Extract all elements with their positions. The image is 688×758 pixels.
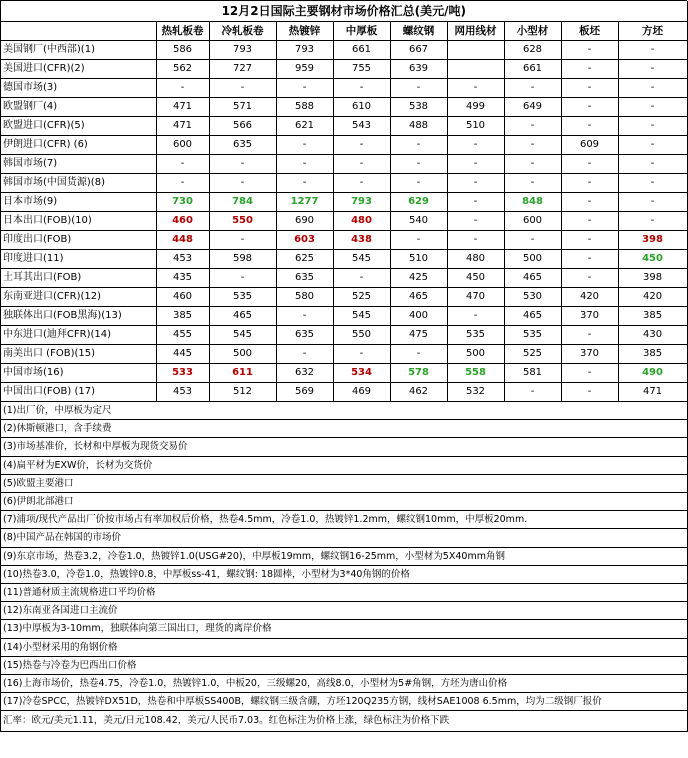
price-cell: - (209, 155, 276, 174)
price-cell: 609 (561, 136, 618, 155)
price-cell: - (504, 136, 561, 155)
price-cell (447, 41, 504, 60)
note-row (1, 638, 687, 656)
price-cell: 460 (156, 212, 209, 231)
footnote: (14)小型材采用的角钢价格 (1, 638, 687, 656)
price-cell: - (561, 212, 618, 231)
price-cell: 480 (333, 212, 390, 231)
price-cell: 603 (276, 231, 333, 250)
price-cell: 628 (504, 41, 561, 60)
price-cell: - (561, 117, 618, 136)
price-cell: 400 (390, 307, 447, 326)
note-row (1, 693, 687, 711)
price-cell: 465 (390, 288, 447, 307)
price-cell: 600 (504, 212, 561, 231)
price-cell: - (209, 79, 276, 98)
price-cell: - (561, 231, 618, 250)
price-cell: 535 (447, 326, 504, 345)
note-row (1, 438, 687, 456)
price-cell: - (561, 41, 618, 60)
price-cell: 500 (504, 250, 561, 269)
price-cell: 580 (276, 288, 333, 307)
market-name-cell: 德国市场(3) (1, 79, 156, 98)
price-cell: - (333, 155, 390, 174)
price-cell: 727 (209, 60, 276, 79)
price-cell: 370 (561, 345, 618, 364)
price-cell: - (618, 174, 687, 193)
table-row (1, 174, 687, 193)
note-row (1, 474, 687, 492)
footnote: (2)休斯顿港口，含手续费 (1, 420, 687, 438)
price-cell: 661 (333, 41, 390, 60)
price-cell: 533 (156, 364, 209, 383)
price-cell: - (390, 155, 447, 174)
price-cell: 667 (390, 41, 447, 60)
note-row (1, 493, 687, 511)
price-cell: 490 (618, 364, 687, 383)
market-name-cell: 日本市场(9) (1, 193, 156, 212)
table-row (1, 364, 687, 383)
price-cell: 488 (390, 117, 447, 136)
header-corner-cell (1, 22, 156, 41)
price-cell: 538 (390, 98, 447, 117)
price-cell: 460 (156, 288, 209, 307)
price-cell: 471 (618, 383, 687, 402)
price-cell: - (333, 136, 390, 155)
price-cell: 534 (333, 364, 390, 383)
table-row (1, 288, 687, 307)
note-row (1, 675, 687, 693)
note-row (1, 620, 687, 638)
price-cell: - (561, 364, 618, 383)
price-cell: 1277 (276, 193, 333, 212)
price-cell: 470 (447, 288, 504, 307)
price-cell: - (618, 117, 687, 136)
price-cell: - (504, 231, 561, 250)
header-row (1, 22, 687, 41)
price-cell: 558 (447, 364, 504, 383)
price-cell: - (156, 174, 209, 193)
price-cell: 420 (561, 288, 618, 307)
price-cell: - (618, 60, 687, 79)
price-cell: 545 (209, 326, 276, 345)
column-header: 小型材 (504, 22, 561, 41)
price-cell: - (561, 269, 618, 288)
market-name-cell: 印度出口(FOB) (1, 231, 156, 250)
price-cell: 578 (390, 364, 447, 383)
price-cell: 535 (504, 326, 561, 345)
market-name-cell: 韩国市场(7) (1, 155, 156, 174)
market-name-cell: 日本出口(FOB)(10) (1, 212, 156, 231)
footnote: (12)东南亚各国进口主流价 (1, 602, 687, 620)
price-cell: 445 (156, 345, 209, 364)
price-cell: 545 (333, 307, 390, 326)
price-cell: - (276, 307, 333, 326)
market-name-cell: 土耳其出口(FOB) (1, 269, 156, 288)
price-cell: - (276, 345, 333, 364)
footnote: (7)浦项/现代产品出厂价按市场占有率加权后价格，热卷4.5mm，冷卷1.0，热镀锌1.2mm，螺纹钢10mm，中厚板20mm. (1, 511, 687, 529)
price-cell: 385 (618, 307, 687, 326)
price-cell: 600 (156, 136, 209, 155)
price-cell: - (390, 79, 447, 98)
price-cell: - (447, 231, 504, 250)
price-cell: 649 (504, 98, 561, 117)
price-table (1, 1, 688, 732)
price-cell: - (276, 136, 333, 155)
price-cell: 629 (390, 193, 447, 212)
note-row (1, 402, 687, 420)
price-cell: 545 (333, 250, 390, 269)
price-cell: 550 (333, 326, 390, 345)
price-cell: - (561, 383, 618, 402)
price-cell: 450 (447, 269, 504, 288)
exchange-rate-row (1, 711, 687, 732)
note-row (1, 420, 687, 438)
price-cell: 610 (333, 98, 390, 117)
price-cell: 959 (276, 60, 333, 79)
price-cell: 569 (276, 383, 333, 402)
footnote: (11)普通材质主流规格进口平均价格 (1, 584, 687, 602)
price-cell: 385 (156, 307, 209, 326)
price-cell: - (447, 136, 504, 155)
price-cell: 543 (333, 117, 390, 136)
price-cell: - (618, 193, 687, 212)
price-cell: 453 (156, 250, 209, 269)
price-cell: - (333, 345, 390, 364)
price-cell: - (504, 155, 561, 174)
price-cell: - (618, 155, 687, 174)
price-cell: 525 (333, 288, 390, 307)
price-cell: 512 (209, 383, 276, 402)
note-row (1, 584, 687, 602)
price-cell: - (561, 193, 618, 212)
price-cell: - (333, 174, 390, 193)
footnote: (8)中国产品在韩国的市场价 (1, 529, 687, 547)
market-name-cell: 南美出口 (FOB)(15) (1, 345, 156, 364)
price-cell: 471 (156, 117, 209, 136)
price-cell: - (447, 307, 504, 326)
table-row (1, 212, 687, 231)
price-cell: - (447, 193, 504, 212)
price-cell: 581 (504, 364, 561, 383)
price-cell: 499 (447, 98, 504, 117)
price-cell: - (618, 41, 687, 60)
price-cell: 469 (333, 383, 390, 402)
price-cell: 525 (504, 345, 561, 364)
table-row (1, 79, 687, 98)
price-cell: - (561, 98, 618, 117)
price-cell: 793 (276, 41, 333, 60)
column-header: 板坯 (561, 22, 618, 41)
price-cell: 438 (333, 231, 390, 250)
price-cell: 465 (209, 307, 276, 326)
price-cell: - (390, 174, 447, 193)
note-row (1, 547, 687, 565)
price-cell: - (561, 79, 618, 98)
price-cell: - (618, 79, 687, 98)
column-header: 热轧板卷 (156, 22, 209, 41)
table-row (1, 307, 687, 326)
market-name-cell: 伊朗进口(CFR) (6) (1, 136, 156, 155)
column-header: 螺纹钢 (390, 22, 447, 41)
column-header: 方坯 (618, 22, 687, 41)
price-cell: 793 (333, 193, 390, 212)
price-cell: - (504, 117, 561, 136)
price-cell: - (447, 212, 504, 231)
note-row (1, 529, 687, 547)
price-cell: - (276, 174, 333, 193)
market-name-cell: 独联体出口(FOB黑海)(13) (1, 307, 156, 326)
price-cell: 398 (618, 269, 687, 288)
price-cell: - (504, 174, 561, 193)
price-cell: - (618, 212, 687, 231)
price-cell: 586 (156, 41, 209, 60)
price-cell: - (276, 155, 333, 174)
price-cell: - (156, 79, 209, 98)
price-cell: 435 (156, 269, 209, 288)
price-cell: - (209, 269, 276, 288)
price-cell: 598 (209, 250, 276, 269)
market-name-cell: 韩国市场(中国货源)(8) (1, 174, 156, 193)
price-cell: 448 (156, 231, 209, 250)
price-cell: 639 (390, 60, 447, 79)
price-cell: 385 (618, 345, 687, 364)
column-header: 网用线材 (447, 22, 504, 41)
market-name-cell: 东南亚进口(CFR)(12) (1, 288, 156, 307)
price-cell: - (333, 269, 390, 288)
price-cell: 690 (276, 212, 333, 231)
price-cell: 430 (618, 326, 687, 345)
price-cell: 550 (209, 212, 276, 231)
market-name-cell: 美国钢厂(中西部)(1) (1, 41, 156, 60)
price-cell: 532 (447, 383, 504, 402)
footnote: (5)欧盟主要港口 (1, 474, 687, 492)
page-title: 12月2日国际主要钢材市场价格汇总(美元/吨) (1, 1, 687, 22)
price-cell: 500 (209, 345, 276, 364)
price-cell: 635 (276, 326, 333, 345)
price-cell: 455 (156, 326, 209, 345)
price-cell: 611 (209, 364, 276, 383)
price-cell: 465 (504, 307, 561, 326)
note-row (1, 511, 687, 529)
price-cell: - (390, 345, 447, 364)
price-cell: 632 (276, 364, 333, 383)
column-header: 中厚板 (333, 22, 390, 41)
footnote: (10)热卷3.0，冷卷1.0，热镀锌0.8，中厚板ss-41，螺纹钢: 18圆棒，小型材为3*40角钢的价格 (1, 565, 687, 583)
price-cell: 462 (390, 383, 447, 402)
price-cell: - (561, 326, 618, 345)
price-cell: - (618, 136, 687, 155)
table-row (1, 41, 687, 60)
price-cell: 571 (209, 98, 276, 117)
price-cell: - (447, 174, 504, 193)
note-row (1, 456, 687, 474)
price-cell: 500 (447, 345, 504, 364)
price-cell: 480 (447, 250, 504, 269)
market-name-cell: 中国市场(16) (1, 364, 156, 383)
footnote: (13)中厚板为3-10mm，独联体向第三国出口，理货的离岸价格 (1, 620, 687, 638)
price-cell: 793 (209, 41, 276, 60)
price-cell: - (209, 174, 276, 193)
price-cell: 635 (209, 136, 276, 155)
price-cell: - (447, 155, 504, 174)
table-row (1, 117, 687, 136)
price-cell: 450 (618, 250, 687, 269)
price-cell: 453 (156, 383, 209, 402)
price-cell: - (561, 60, 618, 79)
price-cell: - (276, 79, 333, 98)
market-name-cell: 中东进口(迪拜CFR)(14) (1, 326, 156, 345)
footnote: (15)热卷与冷卷为巴西出口价格 (1, 656, 687, 674)
title-row (1, 1, 687, 22)
price-cell: 566 (209, 117, 276, 136)
table-row (1, 345, 687, 364)
price-cell: 661 (504, 60, 561, 79)
table-row (1, 383, 687, 402)
price-cell: 510 (390, 250, 447, 269)
note-row (1, 656, 687, 674)
footnote: (6)伊朗北部港口 (1, 493, 687, 511)
price-cell: 530 (504, 288, 561, 307)
column-header: 冷轧板卷 (209, 22, 276, 41)
price-cell: - (561, 174, 618, 193)
price-cell: 471 (156, 98, 209, 117)
table-row (1, 155, 687, 174)
price-cell: 510 (447, 117, 504, 136)
price-cell: - (618, 98, 687, 117)
table-row (1, 193, 687, 212)
price-cell: 425 (390, 269, 447, 288)
price-cell: 730 (156, 193, 209, 212)
price-cell: 370 (561, 307, 618, 326)
price-cell: 625 (276, 250, 333, 269)
price-cell: 475 (390, 326, 447, 345)
price-cell: 562 (156, 60, 209, 79)
footnote: (3)市场基准价，长材和中厚板为现货交易价 (1, 438, 687, 456)
price-cell: 621 (276, 117, 333, 136)
price-cell: 540 (390, 212, 447, 231)
footnote: (9)东京市场，热卷3.2，冷卷1.0，热镀锌1.0(USG#20)，中厚板19mm，螺纹钢16-25mm，小型材为5X40mm角钢 (1, 547, 687, 565)
price-cell: 784 (209, 193, 276, 212)
market-name-cell: 印度进口(11) (1, 250, 156, 269)
price-cell: - (504, 383, 561, 402)
price-cell: - (390, 136, 447, 155)
table-row (1, 250, 687, 269)
table-row (1, 136, 687, 155)
table-row (1, 326, 687, 345)
table-row (1, 98, 687, 117)
footnote: (4)扁平材为EXW价，长材为交货价 (1, 456, 687, 474)
price-cell: - (209, 231, 276, 250)
table-row (1, 60, 687, 79)
note-row (1, 602, 687, 620)
price-cell: 465 (504, 269, 561, 288)
market-name-cell: 美国进口(CFR)(2) (1, 60, 156, 79)
price-cell: - (333, 79, 390, 98)
price-cell: - (447, 79, 504, 98)
price-cell: 398 (618, 231, 687, 250)
table-row (1, 231, 687, 250)
price-cell: 588 (276, 98, 333, 117)
price-cell: - (561, 250, 618, 269)
price-cell: 420 (618, 288, 687, 307)
price-cell: 635 (276, 269, 333, 288)
column-header: 热镀锌 (276, 22, 333, 41)
price-cell: - (561, 155, 618, 174)
price-cell: 535 (209, 288, 276, 307)
market-name-cell: 欧盟进口(CFR)(5) (1, 117, 156, 136)
price-cell (447, 60, 504, 79)
price-cell: - (156, 155, 209, 174)
price-cell: - (390, 231, 447, 250)
market-name-cell: 中国出口(FOB) (17) (1, 383, 156, 402)
footnote: (17)冷卷SPCC，热镀锌DX51D，热卷和中厚板SS400B，螺纹钢三级含硼，方坯120Q235方钢，线材SAE1008 6.5mm，均为二级钢厂报价 (1, 693, 687, 711)
footnote: (16)上海市场价，热卷4.75，冷卷1.0，热镀锌1.0，中板20，三级螺20，高线8.0，小型材为5#角钢，方坯为唐山价格 (1, 675, 687, 693)
footnote: (1)出厂价，中厚板为定尺 (1, 402, 687, 420)
price-cell: 848 (504, 193, 561, 212)
exchange-rate-note: 汇率：欧元/美元1.11，美元/日元108.42，美元/人民币7.03。红色标注为价格上涨，绿色标注为价格下跌 (1, 711, 687, 732)
note-row (1, 565, 687, 583)
market-name-cell: 欧盟钢厂(4) (1, 98, 156, 117)
price-cell: 755 (333, 60, 390, 79)
price-cell: - (504, 79, 561, 98)
table-row (1, 269, 687, 288)
